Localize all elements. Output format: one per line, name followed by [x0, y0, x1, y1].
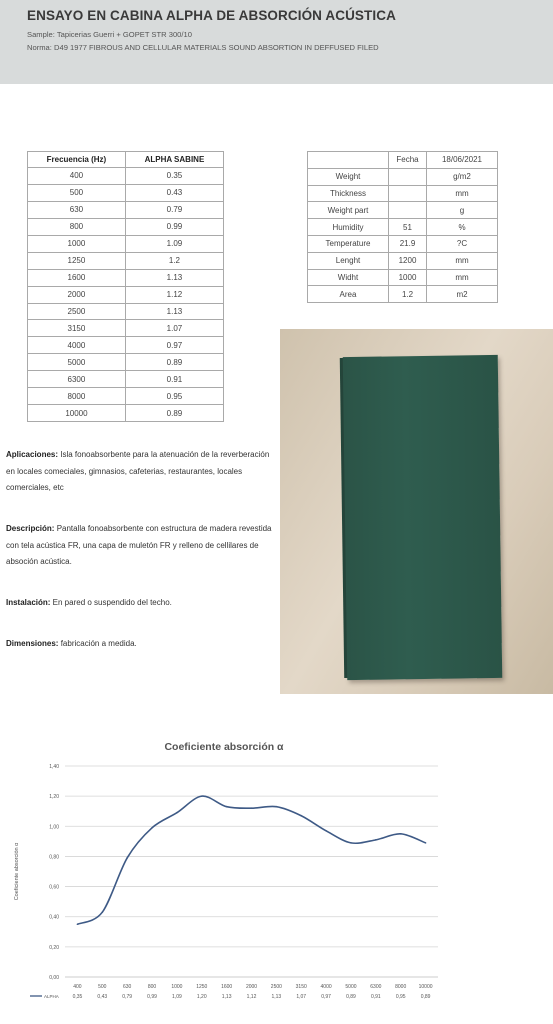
x-tick-label: 2500: [270, 984, 282, 990]
property-value-cell: [389, 185, 427, 202]
y-tick-label: 0,40: [49, 914, 59, 921]
property-name-cell: Lenght: [308, 252, 389, 269]
alpha-cell: 0.35: [125, 168, 223, 185]
frequency-cell: 1600: [28, 269, 126, 286]
table-row: [28, 320, 224, 337]
property-unit-cell: g: [427, 202, 498, 219]
x-tick-label: 8000: [395, 984, 407, 990]
sample-properties-table: [307, 151, 498, 303]
frequency-cell: 1250: [28, 252, 126, 269]
property-value-cell: 1000: [389, 269, 427, 286]
table-header-row: [28, 152, 224, 168]
data-point: [176, 812, 178, 814]
frequency-cell: 630: [28, 201, 126, 218]
dimensiones-paragraph: [6, 636, 276, 653]
data-table-value: 0,91: [370, 994, 381, 1000]
property-name-cell: Temperature: [308, 235, 389, 252]
data-point: [226, 806, 228, 808]
table-row: [308, 269, 498, 286]
property-value-cell: 51: [389, 219, 427, 236]
sample-line: Sample: Tapicerias Guerri + GOPET STR 300/10: [27, 30, 192, 39]
table-row: [308, 202, 498, 219]
data-point: [201, 795, 203, 797]
alpha-cell: 0.99: [125, 218, 223, 235]
table-row: [28, 184, 224, 201]
alpha-cell: 0.89: [125, 405, 223, 422]
frequency-cell: 500: [28, 184, 126, 201]
property-unit-cell: mm: [427, 269, 498, 286]
property-value-cell: [389, 202, 427, 219]
y-axis-label: Coeficiente absorción α: [14, 842, 20, 901]
table-row: [308, 152, 498, 169]
alpha-cell: 0.91: [125, 371, 223, 388]
frequency-cell: 10000: [28, 405, 126, 422]
alpha-cell: 0.43: [125, 184, 223, 201]
table-row: [308, 252, 498, 269]
table-row: [28, 201, 224, 218]
header-frequency: Frecuencia (Hz): [28, 152, 126, 168]
data-point: [425, 842, 427, 844]
table-row: [28, 303, 224, 320]
x-tick-label: 4000: [320, 984, 332, 990]
table-row: [308, 168, 498, 185]
property-unit-cell: ?C: [427, 235, 498, 252]
alpha-cell: 0.79: [125, 201, 223, 218]
y-tick-label: 1,40: [49, 764, 59, 770]
property-unit-cell: %: [427, 219, 498, 236]
frequency-cell: 8000: [28, 388, 126, 405]
property-name-cell: [308, 152, 389, 169]
data-point: [251, 807, 253, 809]
x-tick-label: 5000: [345, 984, 357, 990]
alpha-cell: 1.13: [125, 303, 223, 320]
data-point: [375, 839, 377, 841]
frequency-cell: 6300: [28, 371, 126, 388]
property-name-cell: Weight: [308, 168, 389, 185]
instalacion-text: En pared o suspendido del techo.: [50, 598, 172, 607]
y-tick-label: 0,00: [49, 975, 59, 981]
alpha-cell: 1.2: [125, 252, 223, 269]
data-point: [400, 833, 402, 835]
property-unit-cell: mm: [427, 252, 498, 269]
table-row: [28, 337, 224, 354]
property-value-cell: 21.9: [389, 235, 427, 252]
instalacion-paragraph: [6, 595, 276, 612]
y-tick-label: 0,60: [49, 884, 59, 891]
y-tick-label: 0,80: [49, 854, 59, 861]
frequency-cell: 800: [28, 218, 126, 235]
x-tick-label: 1600: [221, 984, 233, 990]
data-table-value: 0,89: [346, 994, 356, 1000]
descripcion-label: Descripción:: [6, 524, 55, 533]
property-name-cell: Area: [308, 286, 389, 303]
x-tick-label: 1000: [171, 984, 183, 990]
property-name-cell: Widht: [308, 269, 389, 286]
property-name-cell: Weight part: [308, 202, 389, 219]
frequency-cell: 1000: [28, 235, 126, 252]
data-point: [102, 911, 104, 913]
report-title: ENSAYO EN CABINA ALPHA DE ABSORCIÓN ACÚSTICA: [27, 8, 396, 23]
property-unit-cell: mm: [427, 185, 498, 202]
data-point: [126, 857, 128, 859]
x-tick-label: 400: [73, 984, 82, 990]
table-row: [28, 286, 224, 303]
alpha-cell: 0.89: [125, 354, 223, 371]
data-table-value: 1,12: [246, 994, 257, 1000]
legend-label: ALPHA: [44, 994, 59, 999]
table-row: [308, 235, 498, 252]
table-row: [28, 252, 224, 269]
descripcion-paragraph: [6, 521, 276, 571]
property-unit-cell: g/m2: [427, 168, 498, 185]
alpha-cell: 1.12: [125, 286, 223, 303]
x-tick-label: 800: [147, 984, 157, 990]
property-value-cell: [389, 168, 427, 185]
property-name-cell: Thickness: [308, 185, 389, 202]
data-table-value: 1,07: [296, 994, 307, 1000]
alpha-cell: 0.97: [125, 337, 223, 354]
table-row: [28, 168, 224, 185]
y-tick-label: 0,20: [49, 944, 59, 951]
frequency-cell: 2000: [28, 286, 126, 303]
data-table-value: 0,89: [420, 994, 431, 1000]
frequency-cell: 2500: [28, 303, 126, 320]
descripcion-text: Pantalla fonoabsorbente con estructura de madera revestida con tela acústica FR, una capa de muletón FR y relleno de cellilares de absoción acústica.: [6, 524, 272, 566]
table-row: [308, 286, 498, 303]
data-table-value: 1,13: [271, 994, 282, 1000]
y-tick-label: 1,20: [49, 794, 59, 801]
chart-title: Coeficiente absorción α: [164, 741, 284, 753]
x-tick-label: 10000: [418, 984, 433, 990]
table-row: [28, 371, 224, 388]
table-row: [28, 235, 224, 252]
property-unit-cell: m2: [427, 286, 498, 303]
x-tick-label: 500: [98, 984, 107, 990]
data-table-value: 0,43: [97, 994, 108, 1000]
norma-line: Norma: D49 1977 FIBROUS AND CELLULAR MATERIALS SOUND ABSORTION IN DEFFUSED FILED: [27, 43, 379, 52]
alpha-cell: 1.13: [125, 269, 223, 286]
table-row: [28, 388, 224, 405]
x-tick-label: 3150: [295, 984, 307, 990]
property-value-cell: Fecha: [389, 152, 427, 169]
absorption-chart-svg: [0, 733, 553, 1024]
instalacion-label: Instalación:: [6, 598, 51, 607]
data-table-value: 1,09: [172, 994, 182, 1000]
data-table-value: 1,13: [221, 994, 232, 1000]
x-tick-label: 630: [122, 984, 132, 990]
frequency-cell: 4000: [28, 337, 126, 354]
data-point: [300, 815, 302, 817]
aplicaciones-label: Aplicaciones:: [6, 450, 59, 459]
frequency-cell: 5000: [28, 354, 126, 371]
alpha-cell: 0.95: [125, 388, 223, 405]
series-line-alpha: [77, 796, 425, 924]
data-table-value: 0,97: [321, 994, 331, 1000]
dimensiones-text: fabricación a medida.: [58, 639, 137, 648]
x-tick-label: 1250: [196, 984, 208, 990]
data-table-value: 0,95: [395, 994, 406, 1000]
report-header: [0, 0, 553, 84]
table-row: [308, 185, 498, 202]
header-alpha-sabine: ALPHA SABINE: [125, 152, 223, 168]
frequency-cell: 3150: [28, 320, 126, 337]
table-row: [28, 405, 224, 422]
property-value-cell: 1.2: [389, 286, 427, 303]
property-value-cell: 1200: [389, 252, 427, 269]
data-point: [350, 842, 352, 844]
table-row: [28, 354, 224, 371]
data-point: [325, 830, 327, 832]
photo-acoustic-panel: [343, 355, 502, 680]
y-tick-label: 1,00: [49, 824, 59, 831]
data-point: [77, 923, 79, 925]
property-unit-cell: 18/06/2021: [427, 152, 498, 169]
aplicaciones-paragraph: [6, 447, 276, 497]
data-point: [276, 806, 278, 808]
table-row: [308, 219, 498, 236]
x-tick-label: 6300: [370, 984, 382, 990]
absorption-chart: [0, 733, 553, 1024]
table-row: [28, 269, 224, 286]
frequency-cell: 400: [28, 168, 126, 185]
property-name-cell: Humidity: [308, 219, 389, 236]
data-table-value: 0,99: [147, 994, 157, 1000]
alpha-cell: 1.09: [125, 235, 223, 252]
data-table-value: 0,79: [122, 994, 133, 1000]
data-table-value: 0,35: [72, 994, 83, 1000]
table-row: [28, 218, 224, 235]
dimensiones-label: Dimensiones:: [6, 639, 59, 648]
aplicaciones-text: Isla fonoabsorbente para la atenuación de la reverberación en locales comeciales, gimnasios, cafeterias, restaurantes, locales comerciales, etc: [6, 450, 270, 492]
data-table-value: 1,20: [196, 994, 207, 1000]
alpha-cell: 1.07: [125, 320, 223, 337]
frequency-alpha-table: [27, 151, 224, 422]
product-photo: [280, 329, 553, 694]
x-tick-label: 2000: [245, 984, 258, 990]
data-point: [151, 827, 153, 829]
